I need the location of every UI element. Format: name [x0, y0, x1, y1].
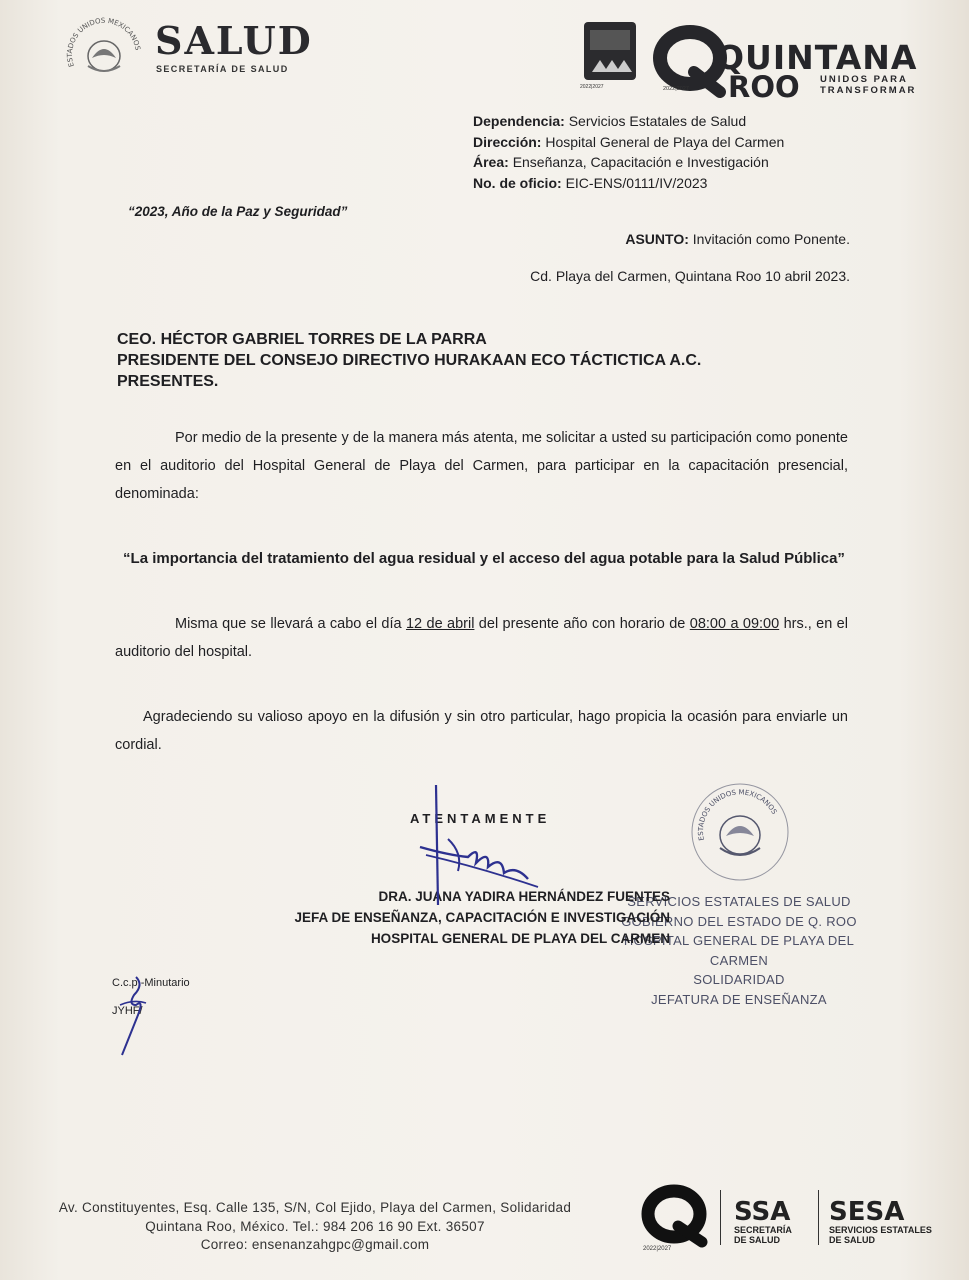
footer-address-1: Av. Constituyentes, Esq. Calle 135, S/N, Col Ejido, Playa del Carmen, Solidaridad: [58, 1200, 572, 1215]
paragraph-1-text: Por medio de la presente y de la manera más atenta, me solicitar a usted su participación como ponente en el auditorio del Hospital General de Playa del Carmen, para participar en la capacitación presencial, denominada:: [115, 430, 848, 502]
paragraph-2-part-c: hrs., en el auditorio del hospital.: [115, 616, 848, 660]
ssa-logo-text: SSA: [734, 1197, 791, 1227]
footer-divider-1: [720, 1190, 721, 1245]
ssa-sub-1: SECRETARÍA: [734, 1225, 792, 1235]
stamp-line-4: SOLIDARIDAD: [693, 972, 785, 987]
footer-divider-2: [818, 1190, 819, 1245]
area-value: Enseñanza, Capacitación e Investigación: [512, 154, 769, 170]
sesa-logo-subtitle: [829, 1225, 932, 1245]
stamp-line-2: GOBIERNO DEL ESTADO DE Q. ROO: [621, 913, 857, 929]
seal-ring-text: ESTADOS UNIDOS MEXICANOS: [65, 16, 142, 68]
official-stamp-seal-icon: [688, 780, 792, 884]
qroo-tagline-2: TRANSFORMAR: [820, 85, 917, 96]
signatory-hospital: HOSPITAL GENERAL DE PLAYA DEL CARMEN: [370, 931, 670, 946]
dependencia-label: Dependencia:: [473, 113, 565, 129]
oficio-label: No. de oficio:: [473, 174, 562, 191]
sesa-logo-text: SESA: [829, 1197, 905, 1227]
stamp-line-1: SERVICIOS ESTATALES DE SALUD: [627, 894, 851, 909]
addressee-presentes: PRESENTES.: [117, 373, 219, 390]
signatory-name: DRA. JUANA YADIRA HERNÁNDEZ FUENTES: [378, 889, 670, 904]
body-paragraph-1: [115, 424, 848, 508]
body-paragraph-2: [115, 610, 848, 666]
footer-q-years: 2022|2027: [643, 1246, 672, 1252]
addressee-title: PRESIDENTE DEL CONSEJO DIRECTIVO HURAKAAN ECO TÁCTICTICA A.C.: [117, 352, 702, 369]
salud-logo-text: SALUD: [155, 18, 313, 63]
qroo-tagline: [820, 74, 916, 96]
sesa-sub-1: SERVICIOS ESTATALES: [829, 1225, 932, 1235]
handwritten-signature-icon: [418, 775, 558, 910]
qroo-years: 2022|2027: [663, 86, 689, 92]
stamp-line-5: JEFATURA DE ENSEÑANZA: [651, 991, 827, 1007]
crest-caption: 2022|2027: [580, 84, 604, 90]
ssa-logo-subtitle: [734, 1225, 792, 1245]
oficio-value: EIC-ENS/0111/IV/2023: [565, 174, 708, 191]
event-date: 12 de abril: [405, 616, 475, 632]
stamp-line-3: HOSPITAL GENERAL DE PLAYA DEL CARMEN: [623, 933, 855, 968]
svg-text:ESTADOS UNIDOS MEXICANOS: [66, 17, 142, 68]
paragraph-3-text: Agradeciendo su valioso apoyo en la difusión y sin otro particular, hago propicia la ocasión para enviarle un cordial.: [115, 709, 848, 753]
sesa-sub-2: DE SALUD: [829, 1235, 876, 1245]
training-title: “La importancia del tratamiento del agua residual y el acceso del agua potable para la Salud Pública”: [123, 550, 845, 567]
ccp-line-1: C.c.p.-Minutario: [112, 977, 190, 989]
stamp-ring-text: ESTADOS UNIDOS MEXICANOS: [696, 788, 779, 842]
asunto-label: ASUNTO:: [625, 231, 689, 247]
footer-address: [30, 1199, 600, 1255]
asunto-line: [625, 231, 850, 247]
asunto-value: Invitación como Ponente.: [692, 231, 850, 247]
direccion-label: Dirección:: [473, 133, 542, 150]
ccp-handwritten-mark-icon: [110, 975, 170, 1060]
closing-atentamente: ATENTAMENTE: [410, 811, 551, 826]
body-paragraph-3: [115, 703, 848, 759]
mexico-national-seal-icon: [62, 14, 146, 86]
footer-address-3: Correo: ensenanzahgpc@gmail.com: [200, 1237, 430, 1252]
footer-q-logo-icon: [638, 1180, 718, 1250]
ssa-sub-2: DE SALUD: [734, 1235, 781, 1245]
dependencia-value: Servicios Estatales de Salud: [568, 113, 747, 129]
place-date: Cd. Playa del Carmen, Quintana Roo 10 abril 2023.: [530, 268, 850, 284]
roo-word: ROO: [728, 70, 800, 104]
ccp-line-2: JYHF/: [112, 1005, 143, 1017]
salud-logo-subtitle: SECRETARÍA DE SALUD: [156, 64, 289, 74]
area-label: Área:: [473, 154, 509, 170]
svg-text:ESTADOS UNIDOS MEXICANOS: [697, 788, 779, 841]
qroo-tagline-1: UNIDOS PARA: [820, 74, 908, 85]
paragraph-2-part-b: del presente año con horario de: [474, 616, 690, 632]
quintana-roo-crest-icon: [582, 20, 638, 82]
year-motto: “2023, Año de la Paz y Seguridad”: [128, 204, 348, 219]
document-meta: [473, 111, 784, 193]
paragraph-2-part-a: Misma que se llevará a cabo el día: [175, 616, 406, 632]
signatory-role: JEFA DE ENSEÑANZA, CAPACITACIÓN E INVESTIGACIÓN: [294, 910, 670, 925]
addressee-name: CEO. HÉCTOR GABRIEL TORRES DE LA PARRA: [117, 331, 487, 348]
quintana-word: QUINTANA: [716, 38, 918, 77]
direccion-value: Hospital General de Playa del Carmen: [545, 133, 785, 150]
event-time: 08:00 a 09:00: [689, 616, 780, 632]
addressee-block: [117, 329, 701, 392]
footer-address-2: Quintana Roo, México. Tel.: 984 206 16 90 Ext. 36507: [145, 1218, 485, 1234]
